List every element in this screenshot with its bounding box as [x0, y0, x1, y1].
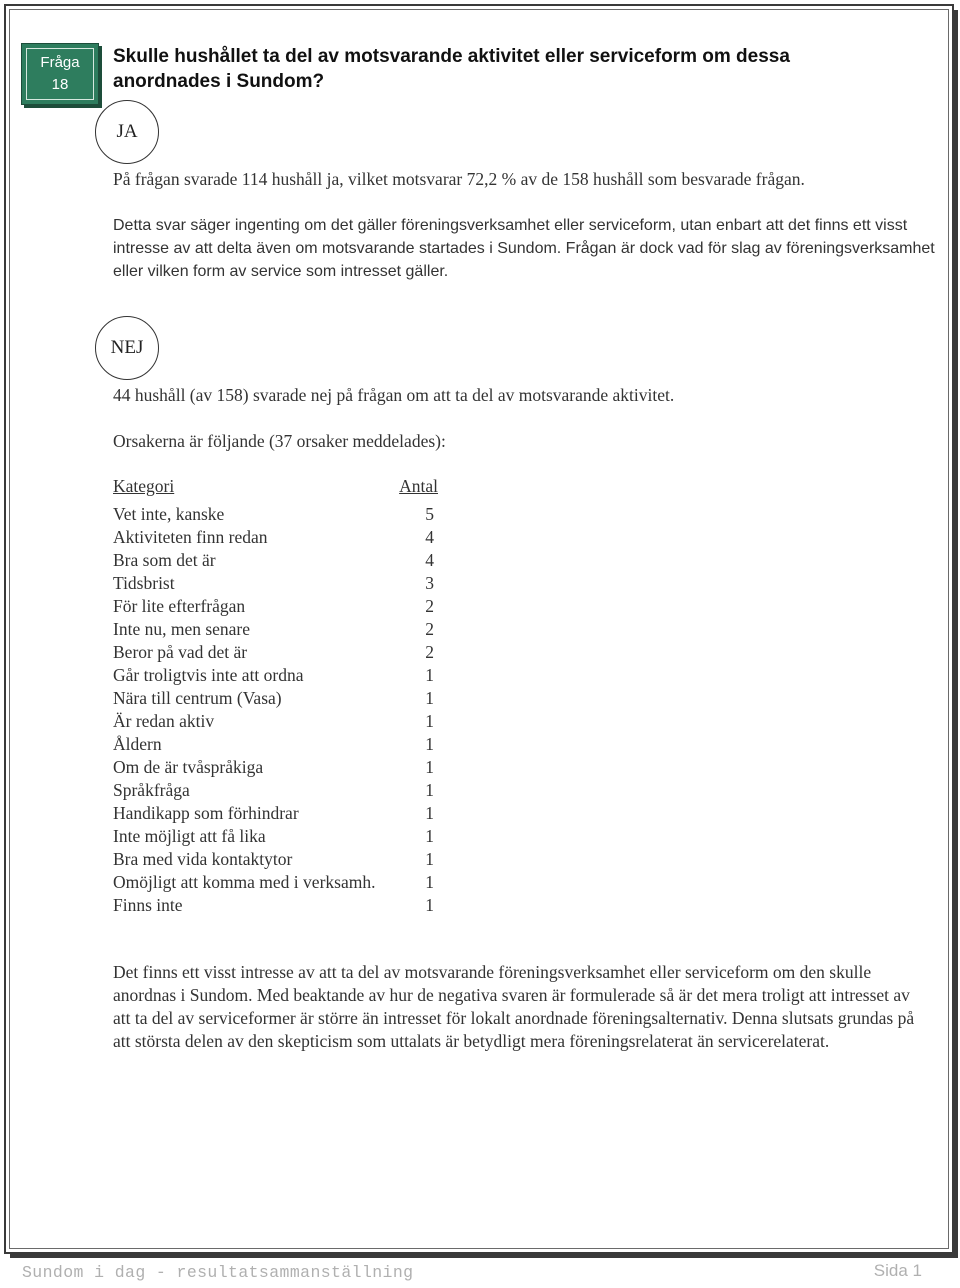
ja-summary: På frågan svarade 114 hushåll ja, vilket motsvarar 72,2 % av de 158 hushåll som besvarade frågan.: [113, 169, 805, 189]
question-number-badge: [21, 43, 99, 105]
row-category: Vet inte, kanske: [113, 504, 225, 524]
row-category: Bra som det är: [113, 550, 216, 570]
table-row: [113, 526, 438, 549]
row-category: Beror på vad det är: [113, 642, 248, 662]
table-row: [113, 549, 438, 572]
row-category: Bra med vida kontaktytor: [113, 849, 293, 869]
table-row: [113, 572, 438, 595]
ja-comment: Detta svar säger ingenting om det gäller föreningsverksamhet eller serviceform, utan enbart att det finns ett visst intresse av att delta även om motsvarande startades i Sundom. Frågan är dock vad för slag av föreningsverksamhet eller vilken form av service som intresset gäller.: [113, 217, 935, 280]
row-category: Går troligtvis inte att ordna: [113, 665, 304, 685]
table-row: [113, 871, 438, 894]
footer-page-number: Sida 1: [873, 1261, 922, 1280]
row-count: 1: [425, 665, 434, 685]
table-row: [113, 779, 438, 802]
badge-number: 18: [51, 76, 69, 93]
table-row: [113, 848, 438, 871]
table-row: [113, 894, 438, 917]
reasons-table: [113, 475, 438, 917]
table-row: [113, 802, 438, 825]
row-category: Språkfråga: [113, 780, 190, 800]
table-row: [113, 825, 438, 848]
question-title: Skulle hushållet ta del av motsvarande aktivitet eller serviceform om dessa anordnades i Sundom?: [113, 46, 790, 92]
header-count: Antal: [399, 476, 438, 496]
row-count: 4: [425, 550, 434, 570]
frame-shadow-bottom: [10, 1254, 958, 1258]
row-count: 1: [425, 803, 434, 823]
row-category: Aktiviteten finn redan: [113, 527, 268, 547]
table-header: [113, 475, 438, 498]
row-count: 3: [425, 573, 434, 593]
nej-circle-label: NEJ: [95, 316, 159, 380]
row-category: För lite efterfrågan: [113, 596, 246, 616]
row-count: 1: [425, 688, 434, 708]
row-category: Om de är tvåspråkiga: [113, 757, 264, 777]
row-category: Inte nu, men senare: [113, 619, 251, 639]
row-count: 1: [425, 780, 434, 800]
row-count: 2: [425, 619, 434, 639]
frame-shadow-right: [954, 10, 958, 1258]
row-category: Är redan aktiv: [113, 711, 215, 731]
reasons-intro: Orsakerna är följande (37 orsaker meddelades):: [113, 431, 446, 451]
row-count: 1: [425, 734, 434, 754]
ja-circle-label: JA: [95, 100, 159, 164]
row-count: 1: [425, 872, 434, 892]
table-row: [113, 733, 438, 756]
row-count: 1: [425, 895, 434, 915]
table-row: [113, 641, 438, 664]
footer-title: Sundom i dag - resultatsammanställning: [22, 1263, 414, 1282]
row-category: Handikapp som förhindrar: [113, 803, 299, 823]
row-count: 1: [425, 711, 434, 731]
row-category: Finns inte: [113, 895, 183, 915]
header-category: Kategori: [113, 476, 175, 496]
table-row: [113, 756, 438, 779]
row-category: Inte möjligt att få lika: [113, 826, 266, 846]
row-count: 2: [425, 642, 434, 662]
nej-summary: 44 hushåll (av 158) svarade nej på frågan om att ta del av motsvarande aktivitet.: [113, 385, 675, 405]
row-count: 1: [425, 826, 434, 846]
table-row: [113, 595, 438, 618]
row-category: Åldern: [113, 734, 162, 754]
row-count: 1: [425, 849, 434, 869]
table-row: [113, 710, 438, 733]
row-count: 1: [425, 757, 434, 777]
conclusion-paragraph: Det finns ett visst intresse av att ta del av motsvarande föreningsverksamhet eller serviceform om den skulle anordnas i Sundom. Med beaktande av hur de negativa svaren är formulerade så är det mera troligt att intresset av att ta del av serviceformer är större än intresset för lokalt anordnade föreningsalternativ. Denna slutsats grundas på att största delen av den skepticism som uttalats är betydligt mera föreningsrelaterat än servicerelaterat.: [113, 962, 915, 1051]
row-count: 5: [425, 504, 434, 524]
badge-label: Fråga: [40, 54, 80, 71]
row-count: 2: [425, 596, 434, 616]
row-count: 4: [425, 527, 434, 547]
table-body: [113, 503, 438, 917]
table-row: [113, 664, 438, 687]
row-category: Omöjligt att komma med i verksamh.: [113, 872, 376, 892]
table-row: [113, 687, 438, 710]
row-category: Tidsbrist: [113, 573, 175, 593]
table-row: [113, 618, 438, 641]
row-category: Nära till centrum (Vasa): [113, 688, 282, 708]
table-row: [113, 503, 438, 526]
